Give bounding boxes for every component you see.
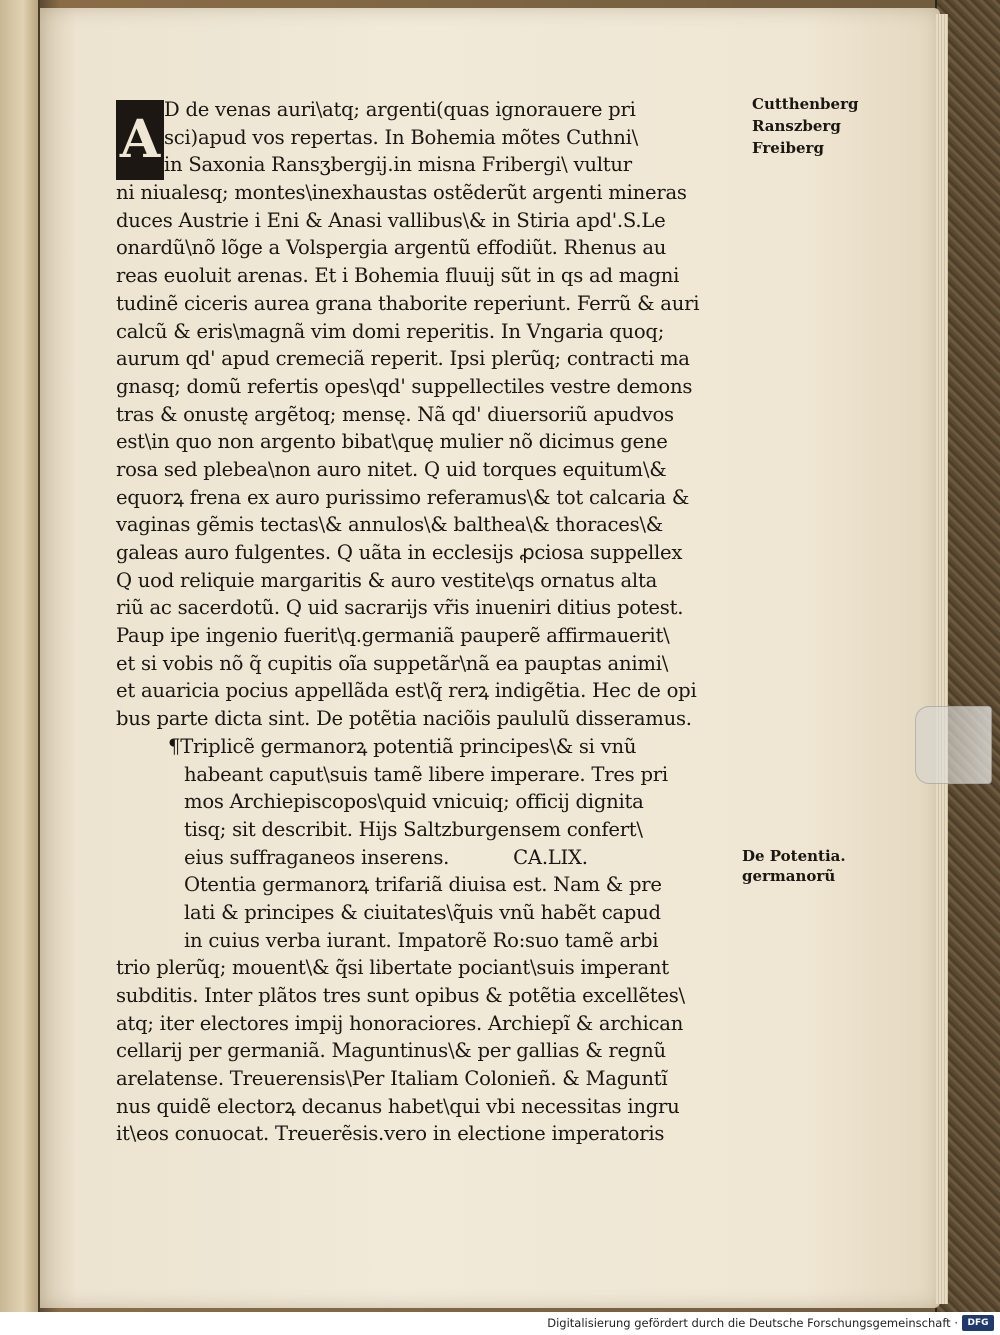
page-stack-edge <box>936 14 948 1304</box>
text-line: atq; iter electores impij honoraciores. Archiepĩ & archican <box>116 1011 684 1035</box>
text-line: riũ ac sacerdotũ. Q uid sacrarijs vr̃is inueniri ditius potest. <box>116 596 684 620</box>
text-line: vaginas gẽmis tectas\& annulos\& balthea\& thoraces\& <box>116 513 663 537</box>
clip-tab <box>915 706 992 784</box>
text-line: cellarij per germaniã. Maguntinus\& per gallias & regnũ <box>116 1039 666 1063</box>
text-line: bus parte dicta sint. De potẽtia naciõis paululũ disseramus. <box>116 707 692 731</box>
text-line: gnasq; domũ refertis opes\qd' suppellectiles vestre demons <box>116 374 693 398</box>
text-line: in cuius verba iurant. Impatorẽ Ro:suo tamẽ arbi <box>184 928 659 952</box>
text-line: Q uod reliquie margaritis & auro vestite\qs ornatus alta <box>116 568 657 592</box>
text-line: tudinẽ ciceris aurea grana thaborite reperiunt. Ferrũ & auri <box>116 291 700 315</box>
chapter-summary-end: eius suffraganeos inserens. <box>184 845 450 869</box>
text-line: subditis. Inter plãtos tres sunt opibus & potẽtia excellẽtes\ <box>116 984 685 1007</box>
text-line: in Saxonia Ransʒbergij.in misna Fribergi\ vultur <box>164 153 632 177</box>
text-line: nus quidẽ electorꝝ decanus habet\qui vbi necessitas ingru <box>116 1094 680 1118</box>
chapter-summary-line: ¶Triplicẽ germanorꝝ potentiã principes\& si vnũ <box>168 734 637 758</box>
text-line: aurum qd' apud cremeciã reperit. Ipsi plerũq; contracti ma <box>116 347 690 371</box>
margin-note-cutthenberg: Cutthenberg <box>752 95 859 113</box>
text-line: et si vobis nõ q̃ cupitis oĩa suppetãr\nã ea pauptas animi\ <box>116 651 669 675</box>
text-line: rosa sed plebea\non auro nitet. Q uid torques equitum\& <box>116 457 667 481</box>
text-line: Paup ipe ingenio fuerit\q.germaniã pauperẽ affirmauerit\ <box>116 624 670 648</box>
text-line: arelatense. Treuerensis\Per Italiam Colonieñ. & Maguntĩ <box>116 1067 668 1091</box>
margin-note-ranszberg: Ranszberg <box>752 117 841 135</box>
text-line: D de venas auri\atq; argenti(quas ignorauere pri <box>164 98 636 121</box>
text-line: onardũ\nõ lõge a Volspergia argentũ effodiũt. Rhenus au <box>116 236 667 260</box>
drop-cap-initial <box>116 100 164 180</box>
left-page-edge <box>0 0 40 1312</box>
text-line: trio plerũq; mouent\& q̃si libertate pociant\suis imperant <box>116 956 669 980</box>
margin-note-freiberg: Freiberg <box>752 139 824 157</box>
chapter-summary-line: mos Archiepiscopos\quid vnicuiq; officij dignita <box>184 790 644 814</box>
text-line: equorꝝ frena ex auro purissimo referamus\& tot calcaria & <box>116 485 690 509</box>
chapter-summary-line: tisq; sit describit. Hijs Saltzburgensem confert\ <box>184 817 643 841</box>
text-line: duces Austrie i Eni & Anasi vallibus\& in Stiria apd'.S.Le <box>116 208 666 232</box>
text-line: calcũ & eris\magnã vim domi reperitis. In Vngaria quoq; <box>116 319 665 343</box>
footer-credit: Digitalisierung gefördert durch die Deutsche Forschungsgemeinschaft · <box>547 1316 958 1330</box>
text-line: lati & principes & ciuitates\q̃uis vnũ habẽt capud <box>184 900 661 924</box>
footer-bar <box>0 1312 1000 1335</box>
drop-cap-letter: A <box>119 109 161 170</box>
dfg-logo-icon: DFG <box>962 1315 994 1331</box>
text-line: et auaricia pocius appellãda est\q̃ rerꝝ indigẽtia. Hec de opi <box>116 679 697 703</box>
margin-note-germanorum: germanorũ <box>742 867 836 885</box>
chapter-heading-line <box>116 844 738 872</box>
text-line: reas euoluit arenas. Et i Bohemia fluuij sũt in qs ad magni <box>116 264 680 288</box>
text-line: ni niualesq; montes\inexhaustas ostẽderũt argenti mineras <box>116 181 687 205</box>
main-text-block <box>116 96 738 1148</box>
text-line: sci)apud vos repertas. In Bohemia mõtes Cuthni\ <box>164 125 638 149</box>
text-line: tras & onustę argẽtoq; mensę. Nã qd' diuersoriũ apudvos <box>116 402 674 426</box>
chapter-number: CA.LIX. <box>513 845 588 869</box>
chapter-summary-line: habeant caput\suis tamẽ libere imperare. Tres pri <box>184 762 668 786</box>
text-line: it\eos conuocat. Treuerẽsis.vero in electione imperatoris <box>116 1122 665 1146</box>
margin-note-de-potentia: De Potentia. <box>742 847 846 865</box>
chapter-first-line: Otentia germanorꝝ trifariã diuisa est. Nam & pre <box>184 873 662 897</box>
text-line: est\in quo non argento bibat\quę mulier nõ dicimus gene <box>116 430 668 454</box>
text-line: galeas auro fulgentes. Q uãta in ecclesijs ꝓciosa suppellex <box>116 541 683 564</box>
